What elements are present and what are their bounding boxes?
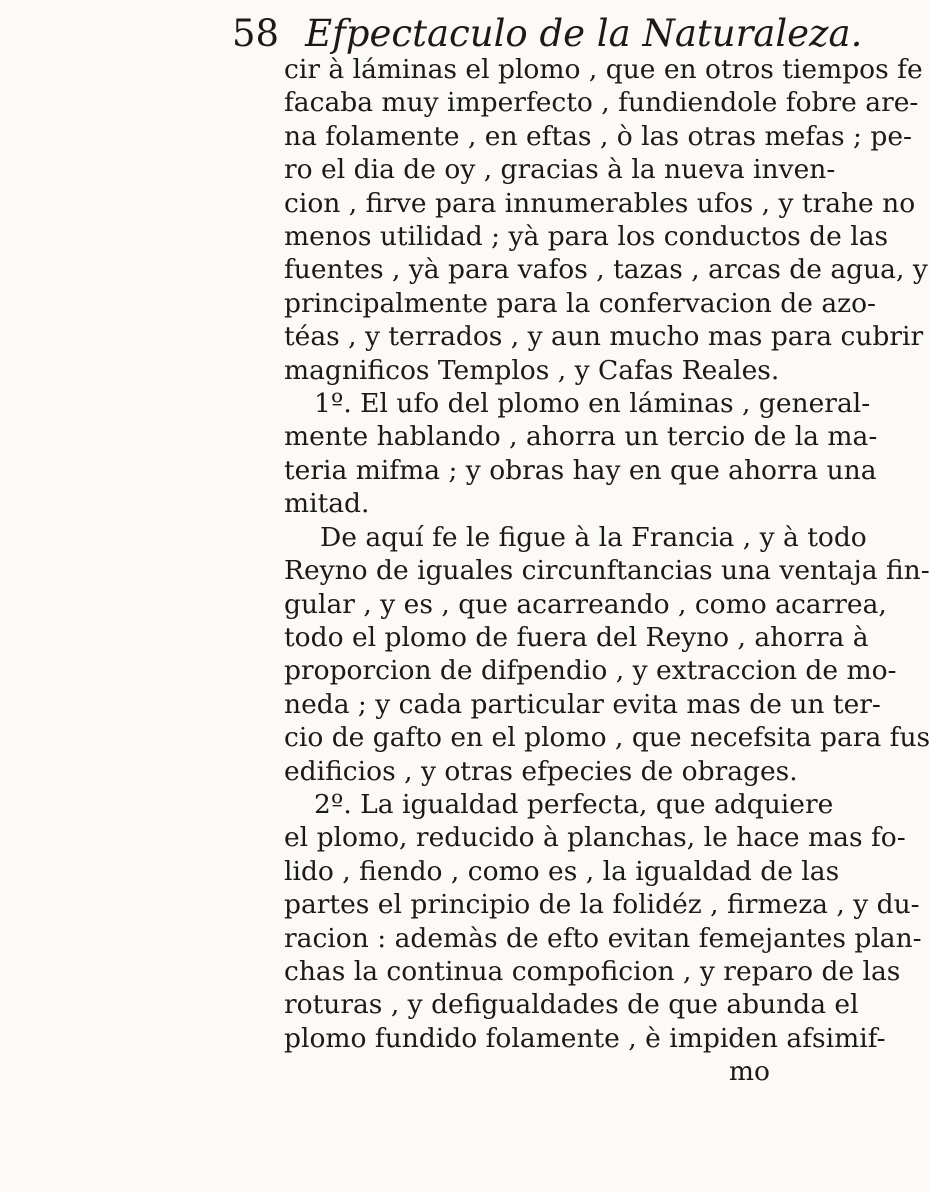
catchword: mo: [728, 1056, 770, 1088]
text-line: mente hablando , ahorra un tercio de la ma-: [284, 421, 878, 453]
text-line: menos utilidad ; yà para los conductos de las: [284, 221, 889, 253]
text-line: lido , fiendo , como es , la igualdad de las: [284, 855, 840, 887]
text-body: [284, 53, 930, 1089]
text-line: na folamente , en eftas , ò las otras mefas ; pe-: [284, 120, 912, 152]
paragraph-first-line: 2º. La igualdad perfecta, que adquiere: [314, 788, 834, 820]
text-line: Reyno de iguales circunftancias una ventaja fin-: [284, 555, 930, 587]
text-line: teria mifma ; y obras hay en que ahorra una: [284, 454, 877, 486]
text-line: chas la continua compoficion , y reparo de las: [284, 955, 901, 987]
running-title: Efpectaculo de la Naturaleza.: [305, 12, 863, 55]
text-line: partes el principio de la folidéz , firmeza , y du-: [284, 889, 920, 921]
text-line: edificios , y otras efpecies de obrages.: [284, 755, 798, 787]
text-line: fuentes , yà para vafos , tazas , arcas de agua, y: [284, 254, 928, 286]
text-line: cion , firve para innumerables ufos , y trahe no: [284, 187, 916, 219]
text-line: neda ; y cada particular evita mas de un ter-: [284, 688, 881, 720]
paragraph-first-line: 1º. El ufo del plomo en láminas , general-: [314, 388, 871, 420]
text-line: roturas , y defigualdades de que abunda el: [284, 989, 859, 1021]
text-line: mitad.: [284, 488, 370, 520]
text-line: racion : ademàs de efto evitan femejantes plan-: [284, 922, 922, 954]
text-line: el plomo, reducido à planchas, le hace mas fo-: [284, 822, 906, 854]
text-line: cio de gafto en el plomo , que necefsita para fus: [284, 722, 930, 754]
text-line: plomo fundido folamente , è impiden afsimif-: [284, 1022, 886, 1054]
page-number: 58: [232, 12, 280, 55]
text-line: magnificos Templos , y Cafas Reales.: [284, 354, 780, 386]
text-line: gular , y es , que acarreando , como acarrea,: [284, 588, 887, 620]
text-line: proporcion de difpendio , y extraccion de mo-: [284, 655, 897, 687]
text-line: ro el dia de oy , gracias à la nueva inven-: [284, 154, 836, 186]
page-header: [232, 12, 862, 55]
text-line: facaba muy imperfecto , fundiendole fobre are-: [284, 87, 919, 119]
text-line: principalmente para la confervacion de azo-: [284, 287, 877, 319]
text-line: todo el plomo de fuera del Reyno , ahorra à: [284, 621, 869, 653]
paragraph-first-line: De aquí fe le figue à la Francia , y à todo: [320, 521, 867, 553]
text-line: téas , y terrados , y aun mucho mas para cubrir: [284, 321, 924, 353]
text-line: cir à láminas el plomo , que en otros tiempos fe: [284, 54, 923, 85]
